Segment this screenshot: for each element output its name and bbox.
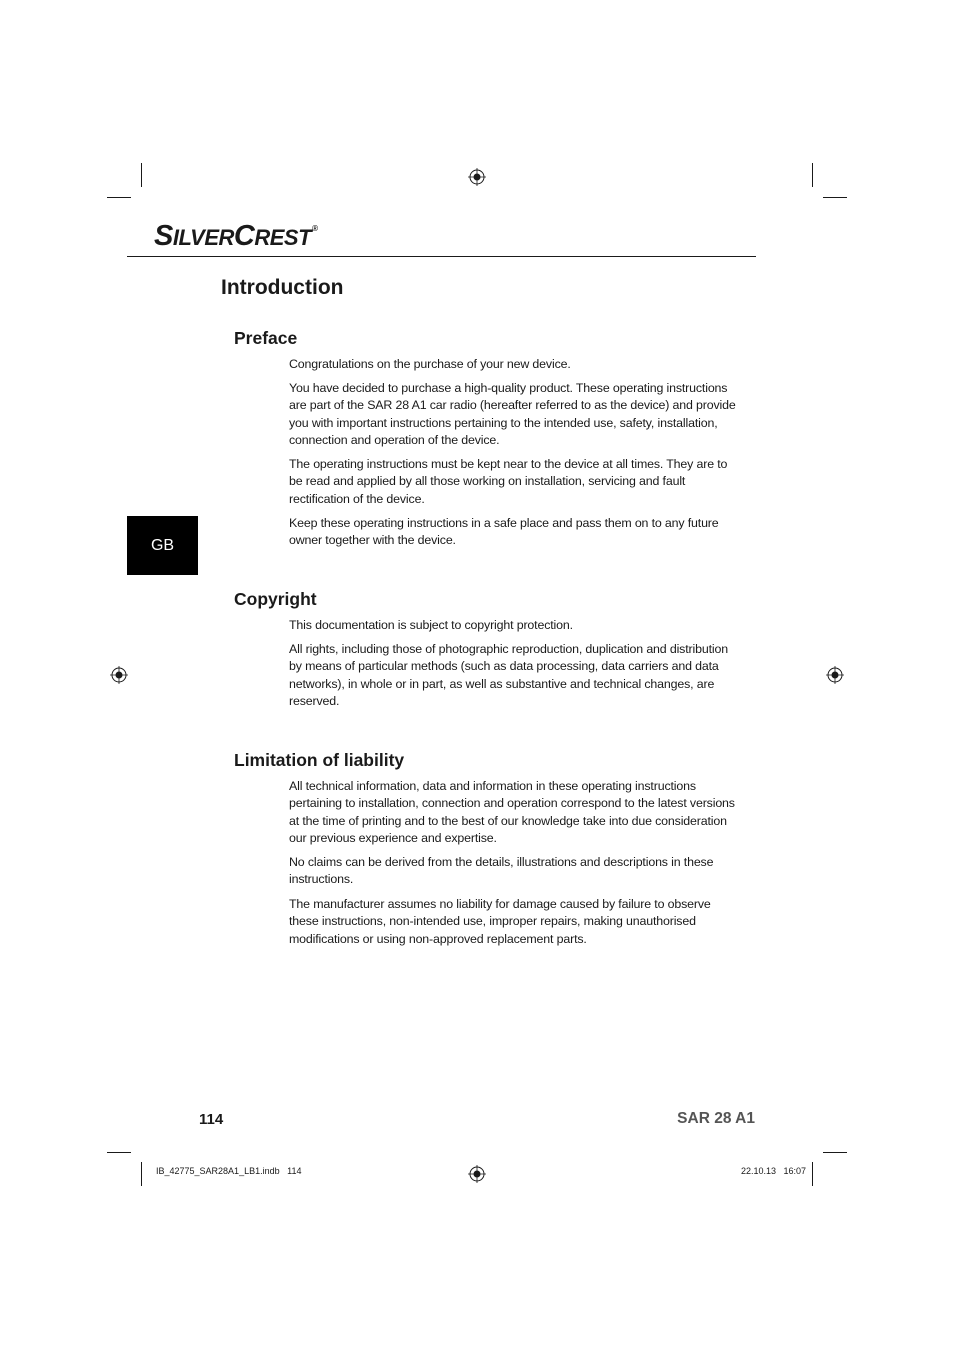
- crop-mark: [141, 1162, 142, 1186]
- crop-mark: [812, 163, 813, 187]
- registration-mark-icon: [468, 1165, 486, 1183]
- crop-mark: [107, 197, 131, 198]
- header-rule: [127, 256, 756, 257]
- crop-mark: [823, 1152, 847, 1153]
- paragraph: Congratulations on the purchase of your new device.: [289, 357, 571, 371]
- crop-mark: [141, 163, 142, 187]
- paragraph: All rights, including those of photographic reproduction, duplication and distribution by means of particular methods (such as data processing, data carriers and data networks), in whole or in part, as well as substantive and technical changes, are reserved.: [289, 642, 728, 709]
- paragraph: All technical information, data and information in these operating instructions pertaining to installation, connection and operation correspond to the latest versions at the time of printing and to the best of our knowledge take into due consideration our previous experience and expertise.: [289, 779, 735, 846]
- slug-file: IB_42775_SAR28A1_LB1.indb 114: [156, 1166, 302, 1176]
- registered-mark: ®: [312, 224, 318, 233]
- page-number: 114: [199, 1111, 224, 1128]
- paragraph: The manufacturer assumes no liability for damage caused by failure to observe these instructions, non-intended use, improper repairs, making unauthorised modifications or using non-approved replacement parts.: [289, 897, 711, 946]
- language-tab: GB: [127, 516, 198, 575]
- page-title: Introduction: [221, 276, 344, 299]
- brand-letter: C: [233, 220, 255, 252]
- paragraph: The operating instructions must be kept near to the device at all times. They are to be read and applied by all those working on installation, servicing and fault rectification of the device.: [289, 457, 728, 506]
- paragraph: No claims can be derived from the details, illustrations and descriptions in these instructions.: [289, 855, 714, 887]
- paragraph: This documentation is subject to copyright protection.: [289, 618, 573, 632]
- brand-letters: ILVER: [172, 225, 234, 250]
- registration-mark-icon: [468, 168, 486, 186]
- model-name: SAR 28 A1: [677, 1110, 755, 1127]
- section-heading-preface: Preface: [234, 328, 298, 348]
- section-heading-liability: Limitation of liability: [234, 750, 405, 770]
- paragraph: You have decided to purchase a high-quality product. These operating instructions are part of the SAR 28 A1 car radio (hereafter referred to as the device) and provide you with important instructions pertaining to the intended use, safety, installation, connection and operation of the device.: [289, 381, 736, 448]
- crop-mark: [823, 197, 847, 198]
- paragraph: Keep these operating instructions in a safe place and pass them on to any future owner together with the device.: [289, 516, 719, 548]
- crop-mark: [107, 1152, 131, 1153]
- brand-letter: S: [154, 220, 173, 252]
- registration-mark-icon: [110, 666, 128, 684]
- section-heading-copyright: Copyright: [234, 589, 317, 609]
- registration-mark-icon: [826, 666, 844, 684]
- brand-letters: REST: [254, 225, 312, 250]
- slug-date: 22.10.13 16:07: [740, 1166, 806, 1176]
- brand-logo: [154, 220, 317, 253]
- crop-mark: [812, 1162, 813, 1186]
